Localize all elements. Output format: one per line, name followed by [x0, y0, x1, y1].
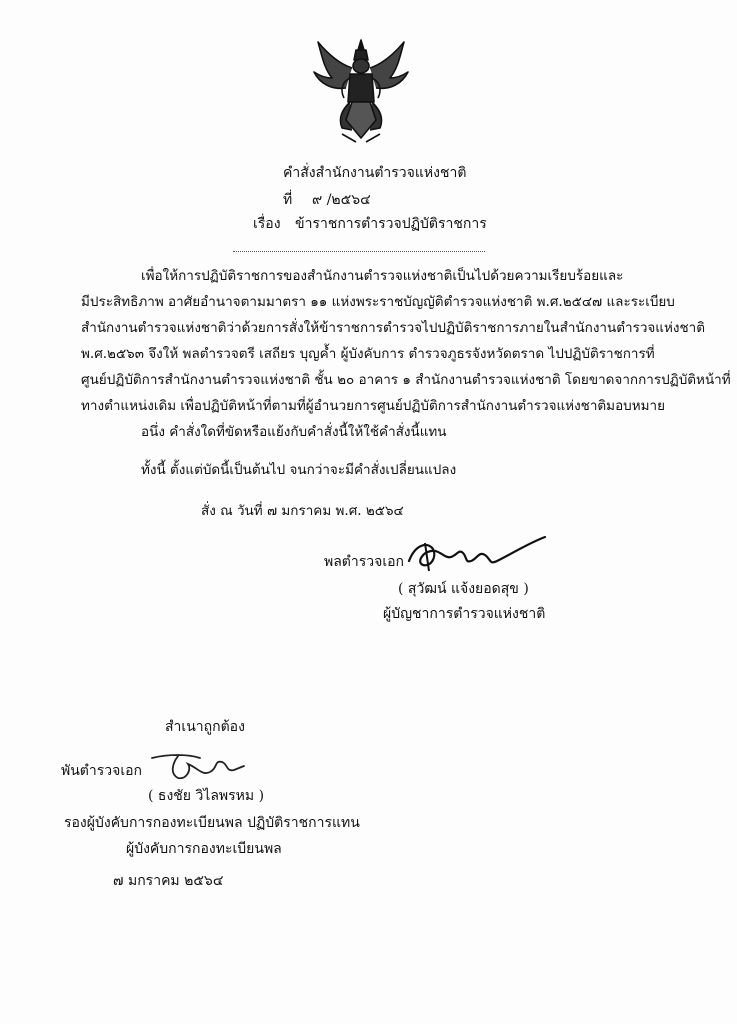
effective-clause: ทั้งนี้ ตั้งแต่บัดนี้เป็นต้นไป จนกว่าจะมีคำสั่งเปลี่ยนแปลง [141, 462, 457, 478]
certification-date: ๗ มกราคม ๒๕๖๔ [113, 873, 224, 889]
signature-icon [405, 535, 550, 575]
body-line-3: สำนักงานตำรวจแห่งชาติว่าด้วยการสั่งให้ข้าราชการตำรวจไปปฏิบัติราชการภายในสำนักงานตำรวจแห่งชาติ [81, 320, 706, 336]
body-line-4: พ.ศ.๒๕๖๓ จึงให้ พลตำรวจตรี เสถียร บุญค้ำ ผู้บังคับการ ตำรวจภูธรจังหวัดตราด ไปปฏิบัติราชการที่ [81, 346, 655, 362]
body-line-2: มีประสิทธิภาพ อาศัยอำนาจตามมาตรา ๑๑ แห่งพระราชบัญญัติตำรวจแห่งชาติ พ.ศ.๒๕๔๗ และระเบียบ [81, 294, 675, 310]
signatory-position: ผู้บัญชาการตำรวจแห่งชาติ [383, 606, 546, 622]
garuda-emblem-icon [312, 38, 410, 146]
body-line-6: ทางตำแหน่งเดิม เพื่อปฏิบัติหน้าที่ตามที่ผู้อำนวยการศูนย์ปฏิบัติการสำนักงานตำรวจแห่งชาติมอบหมาย [81, 398, 666, 414]
body-line-1: เพื่อให้การปฏิบัติราชการของสำนักงานตำรวจแห่งชาติเป็นไปด้วยความเรียบร้อยและ [141, 268, 624, 284]
signatory-name: ( สุวัฒน์ แจ้งยอดสุข ) [398, 581, 529, 597]
header-divider [233, 251, 485, 252]
subject-label: เรื่อง [253, 216, 281, 232]
subject-text: ข้าราชการตำรวจปฏิบัติราชการ [295, 216, 487, 232]
order-number: ๙ /๒๕๖๔ [312, 192, 371, 208]
certifier-rank: พันตำรวจเอก [61, 763, 143, 779]
certifier-name: ( ธงชัย วิไลพรหม ) [148, 788, 265, 804]
order-number-label: ที่ [283, 192, 293, 208]
certifier-position-1: รองผู้บังคับการกองทะเบียนพล ปฏิบัติราชการแทน [64, 815, 360, 831]
order-title: คำสั่งสำนักงานตำรวจแห่งชาติ [283, 165, 467, 181]
signatory-rank: พลตำรวจเอก [324, 554, 405, 570]
body-para-2: อนึ่ง คำสั่งใดที่ขัดหรือแย้งกับคำสั่งนี้ให้ใช้คำสั่งนี้แทน [141, 424, 447, 440]
order-date: สั่ง ณ วันที่ ๗ มกราคม พ.ศ. ๒๕๖๔ [201, 503, 404, 519]
body-line-5: ศูนย์ปฏิบัติการสำนักงานตำรวจแห่งชาติ ชั้น ๒๐ อาคาร ๑ สำนักงานตำรวจแห่งชาติ โดยขาดจากการปฏิบัติหน้าที่ [81, 372, 731, 388]
certified-copy-label: สำเนาถูกต้อง [165, 719, 245, 735]
certifier-signature-icon [148, 748, 248, 784]
certifier-position-2: ผู้บังคับการกองทะเบียนพล [126, 841, 282, 857]
